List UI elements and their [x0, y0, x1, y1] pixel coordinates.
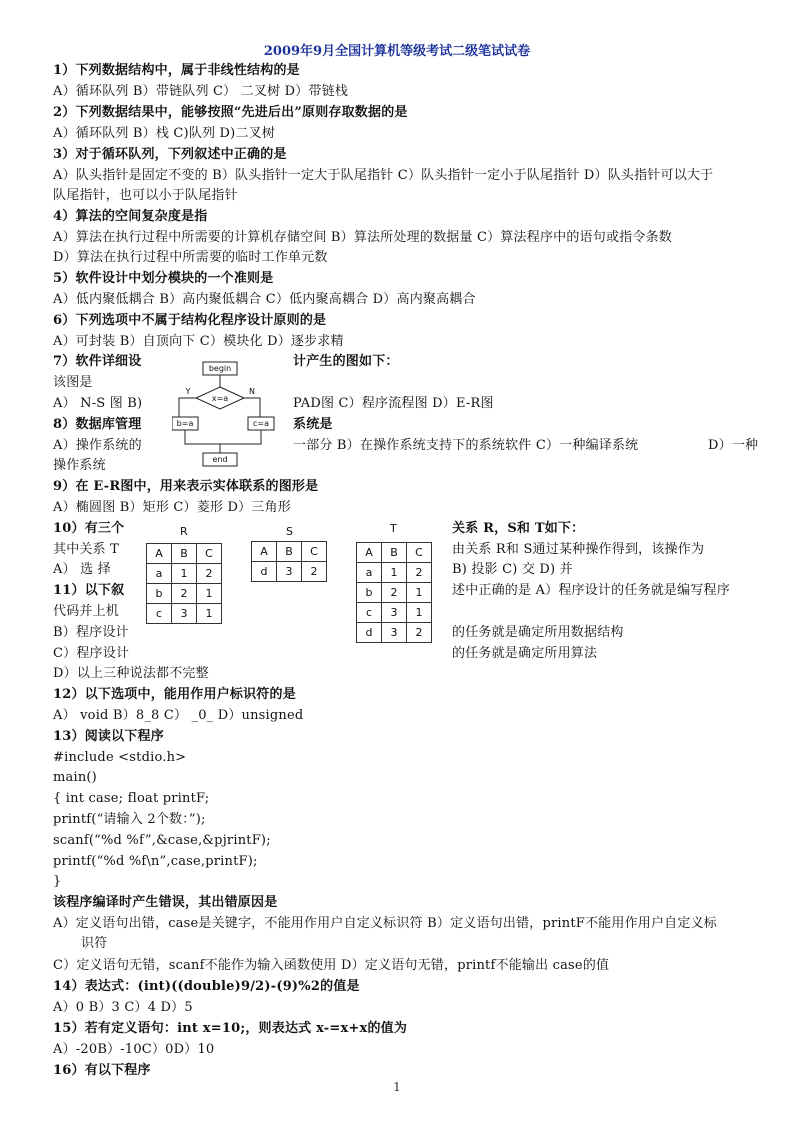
text-line: A）循环队列 B）带链队列 C） 二叉树 D）带链栈: [53, 84, 349, 99]
table-cell: 1: [197, 584, 222, 604]
text-line: 15）若有定义语句：int x=10;，则表达式 x-=x+x的值为: [53, 1021, 408, 1036]
table-cell: a: [357, 563, 382, 583]
table-row: [357, 623, 432, 643]
text-line: scanf(“%d %f”,&case,&pjrintF);: [53, 833, 271, 848]
table-cell: A: [357, 543, 382, 563]
table-row: [147, 564, 222, 584]
text-line: 14）表达式：(int)((double)9/2)-(9)%2的值是: [53, 979, 360, 994]
text-line: A）定义语句出错，case是关键字，不能用作用户自定义标识符 B）定义语句出错，printF不能用作用户自定义标: [53, 916, 717, 931]
text-line: A）算法在执行过程中所需要的计算机存储空间 B）算法所处理的数据量 C）算法程序中的语句或指令条数: [53, 230, 672, 245]
text-line: }: [53, 874, 62, 889]
table-cell: 3: [277, 562, 302, 582]
table-cell: C: [197, 544, 222, 564]
text-line: A）可封装 B）自顶向下 C）模块化 D）逐步求精: [53, 334, 344, 349]
text-line: B) 投影 C) 交 D) 并: [452, 562, 573, 577]
table-cell: A: [252, 542, 277, 562]
flow-end: end: [212, 455, 228, 464]
text-line: 的任务就是确定所用数据结构: [452, 625, 624, 640]
text-line: A） 选 择: [53, 562, 111, 577]
text-line: C）程序设计: [53, 646, 130, 661]
text-line: PAD图 C）程序流程图 D）E-R图: [293, 396, 494, 411]
relation-s-name: S: [286, 525, 293, 538]
flow-right-box: c=a: [252, 419, 270, 428]
table-header-row: [252, 542, 327, 562]
text-line: 述中正确的是 A）程序设计的任务就是编写程序: [452, 583, 730, 598]
table-cell: b: [147, 584, 172, 604]
table-cell: 1: [407, 583, 432, 603]
table-cell: 2: [382, 583, 407, 603]
relation-s-table: [251, 541, 327, 582]
text-line: 2）下列数据结果中，能够按照“先进后出”原则存取数据的是: [53, 105, 408, 120]
flow-yes: Y: [185, 387, 191, 396]
text-line: 识符: [81, 936, 108, 951]
table-row: [147, 604, 222, 624]
table-row: [357, 583, 432, 603]
text-line: 10）有三个: [53, 521, 125, 536]
text-line: A）椭圆图 B）矩形 C）菱形 D）三角形: [53, 500, 291, 515]
table-cell: 1: [172, 564, 197, 584]
table-cell: c: [147, 604, 172, 624]
table-cell: 2: [407, 563, 432, 583]
text-line: A） N-S 图 B): [53, 396, 143, 411]
text-line: B）程序设计: [53, 625, 129, 640]
table-cell: c: [357, 603, 382, 623]
text-line: 12）以下选项中，能用作用户标识符的是: [53, 687, 296, 702]
text-line: 3）对于循环队列，下列叙述中正确的是: [53, 147, 287, 162]
text-line: D）算法在执行过程中所需要的临时工作单元数: [53, 250, 328, 265]
flow-condition: x=a: [211, 394, 229, 403]
table-cell: 2: [302, 562, 327, 582]
text-line: 该程序编译时产生错误，其出错原因是: [53, 895, 278, 910]
text-line: 一部分 B）在操作系统支持下的系统软件 C）一种编译系统: [293, 438, 639, 453]
text-line: 6）下列选项中不属于结构化程序设计原则的是: [53, 313, 327, 328]
text-line: 队尾指针，也可以小于队尾指针: [53, 188, 238, 203]
table-cell: 2: [172, 584, 197, 604]
table-cell: B: [382, 543, 407, 563]
table-cell: A: [147, 544, 172, 564]
relation-t-table: [356, 542, 432, 643]
text-line: 由关系 R和 S通过某种操作得到，该操作为: [452, 542, 705, 557]
text-line: 其中关系 T: [53, 542, 120, 557]
text-line: 7）软件详细设: [53, 354, 142, 369]
table-cell: B: [277, 542, 302, 562]
table-row: [357, 603, 432, 623]
text-line: 代码并上机: [53, 604, 120, 619]
text-line: 系统是: [293, 417, 333, 432]
page-title: 2009年9月全国计算机等级考试二级笔试试卷: [263, 44, 531, 59]
table-cell: C: [407, 543, 432, 563]
text-line: D）以上三种说法都不完整: [53, 666, 209, 681]
table-cell: B: [172, 544, 197, 564]
text-line: A）队头指针是固定不变的 B）队头指针一定大于队尾指针 C）队头指针一定小于队尾指针 D）队头指针可以大于: [53, 168, 714, 183]
text-line: A） void B）8_8 C） _0_ D）unsigned: [53, 708, 304, 723]
flow-no: N: [249, 387, 255, 396]
text-line: 操作系统: [53, 458, 106, 473]
table-header-row: [357, 543, 432, 563]
text-line: 13）阅读以下程序: [53, 729, 164, 744]
flowchart-diagram: [172, 358, 292, 470]
text-line: 16）有以下程序: [53, 1063, 151, 1078]
flow-left-box: b=a: [176, 419, 194, 428]
table-cell: a: [147, 564, 172, 584]
table-cell: b: [357, 583, 382, 603]
table-cell: 2: [407, 623, 432, 643]
text-line: 计产生的图如下：: [293, 354, 399, 369]
text-line: A）操作系统的: [53, 438, 142, 453]
text-line: main(): [53, 770, 97, 785]
text-line: 9）在 E-R图中，用来表示实体联系的图形是: [53, 479, 319, 494]
flow-begin: begin: [208, 364, 232, 373]
text-line: C）定义语句无错，scanf不能作为输入函数使用 D）定义语句无错，printf不能输出 case的值: [53, 958, 610, 973]
text-line: 的任务就是确定所用算法: [452, 646, 598, 661]
text-line: 4）算法的空间复杂度是指: [53, 209, 208, 224]
text-line: 关系 R，S和 T如下：: [452, 521, 585, 536]
text-line: 1）下列数据结构中，属于非线性结构的是: [53, 63, 300, 78]
table-row: [147, 584, 222, 604]
text-line: A）低内聚低耦合 B）高内聚低耦合 C）低内聚高耦合 D）高内聚高耦合: [53, 292, 476, 307]
table-cell: 1: [382, 563, 407, 583]
table-cell: 2: [197, 564, 222, 584]
table-row: [252, 562, 327, 582]
relation-r-name: R: [180, 525, 188, 538]
text-line: { int case; float printF;: [53, 791, 210, 806]
table-cell: 1: [407, 603, 432, 623]
page-number: 1: [393, 1080, 401, 1094]
table-header-row: [147, 544, 222, 564]
text-line: 5）软件设计中划分模块的一个准则是: [53, 271, 274, 286]
text-line: 该图是: [53, 375, 93, 390]
table-cell: 1: [197, 604, 222, 624]
text-line: printf(“%d %f\n”,case,printF);: [53, 854, 258, 869]
table-cell: 3: [382, 623, 407, 643]
text-line: 8）数据库管理: [53, 417, 142, 432]
relation-r-table: [146, 543, 222, 624]
text-line: A）0 B）3 C）4 D）5: [53, 1000, 193, 1015]
text-line: printf(“请输入 2个数：”);: [53, 812, 206, 827]
text-line: A）循环队列 B）栈 C)队列 D)二叉树: [53, 126, 276, 141]
text-line: D）一种: [708, 438, 759, 453]
table-cell: d: [252, 562, 277, 582]
text-line: A）-20B）-10C）0D）10: [53, 1042, 215, 1057]
text-line: #include <stdio.h>: [53, 750, 187, 765]
table-cell: 3: [172, 604, 197, 624]
table-cell: C: [302, 542, 327, 562]
relation-t-name: T: [390, 522, 397, 535]
table-cell: d: [357, 623, 382, 643]
table-row: [357, 563, 432, 583]
text-line: 11）以下叙: [53, 583, 125, 598]
table-cell: 3: [382, 603, 407, 623]
